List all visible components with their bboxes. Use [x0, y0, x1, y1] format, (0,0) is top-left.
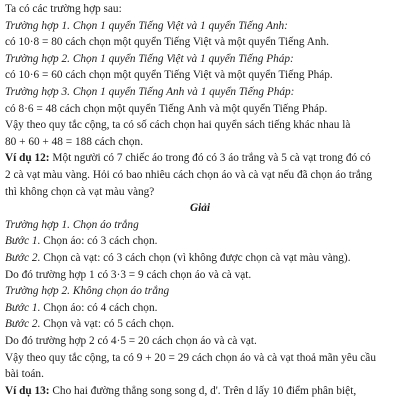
text-line: 80 + 60 + 48 = 188 cách chọn.: [5, 135, 144, 148]
text-line: có 10·6 = 60 cách chọn một quyển Tiếng Việt và một quyển Tiếng Pháp.: [5, 69, 333, 82]
example-12-line: [5, 150, 397, 166]
text-line: thì không chọn cà vạt màu vàng?: [5, 185, 155, 198]
step-label: Bước 2.: [5, 318, 41, 331]
step-line: [5, 300, 397, 316]
step-line: [5, 250, 397, 266]
example-text: Cho hai đường thẳng song song d, d'. Trên d lấy 10 điểm phân biệt,: [49, 384, 357, 397]
step-label: Bước 2.: [5, 252, 41, 264]
text-line: bài toán.: [5, 368, 44, 381]
text-line: Do đó trường hợp 1 có 3·3 = 9 cách chọn áo và cà vạt.: [5, 268, 252, 281]
case-heading: Trường hợp 1. Chọn áo trắng: [5, 218, 139, 231]
example-13-line: [5, 383, 397, 399]
text-line: Vậy theo quy tắc cộng, ta có 9 + 20 = 29 cách chọn áo và cà vạt thoả mãn yêu cầu: [5, 351, 376, 364]
step-line: [5, 316, 397, 332]
text-line: có 8·6 = 48 cách chọn một quyển Tiếng Anh và một quyển Tiếng Pháp.: [5, 102, 328, 115]
step-text: Chọn và vạt: có 5 cách chọn.: [40, 318, 175, 331]
step-text: Chọn áo: có 4 cách chọn.: [40, 301, 158, 314]
text-line: Vậy theo quy tắc cộng, ta có số cách chọn hai quyển sách tiếng khác nhau là: [5, 119, 351, 132]
case-heading: Trường hợp 2. Chọn 1 quyển Tiếng Việt và 1 quyển Tiếng Pháp:: [5, 52, 294, 65]
solution-heading: Giải: [189, 202, 211, 215]
case-heading: Trường hợp 2. Không chọn áo trắng: [5, 285, 170, 298]
text-line: Ta có các trường hợp sau:: [5, 3, 122, 15]
example-text: Một người có 7 chiếc áo trong đó có 3 áo trắng và 5 cà vạt trong đó có: [49, 152, 371, 165]
step-label: Bước 1.: [5, 235, 41, 248]
text-line: Do đó trường hợp 2 có 4·5 = 20 cách chọn áo và cà vạt.: [5, 335, 257, 347]
case-heading: Trường hợp 3. Chọn 1 quyển Tiếng Anh và 1 quyển Tiếng Pháp:: [5, 86, 295, 98]
step-text: Chọn áo: có 3 cách chọn.: [40, 235, 158, 248]
step-line: [5, 233, 397, 249]
text-line: 2 cà vạt màu vàng. Hỏi có bao nhiêu cách chọn áo và cà vạt nếu đã chọn áo trắng: [5, 169, 372, 181]
step-label: Bước 1.: [5, 301, 41, 314]
example-label: Ví dụ 13:: [5, 384, 50, 397]
case-heading: Trường hợp 1. Chọn 1 quyển Tiếng Việt và 1 quyển Tiếng Anh:: [5, 19, 288, 32]
text-line: có 10·8 = 80 cách chọn một quyển Tiếng Việt và một quyển Tiếng Anh.: [5, 36, 329, 49]
example-label: Ví dụ 12:: [5, 152, 50, 165]
step-text: Chọn cà vạt: có 3 cách chọn (vì không được chọn cà vạt màu vàng).: [40, 252, 351, 264]
